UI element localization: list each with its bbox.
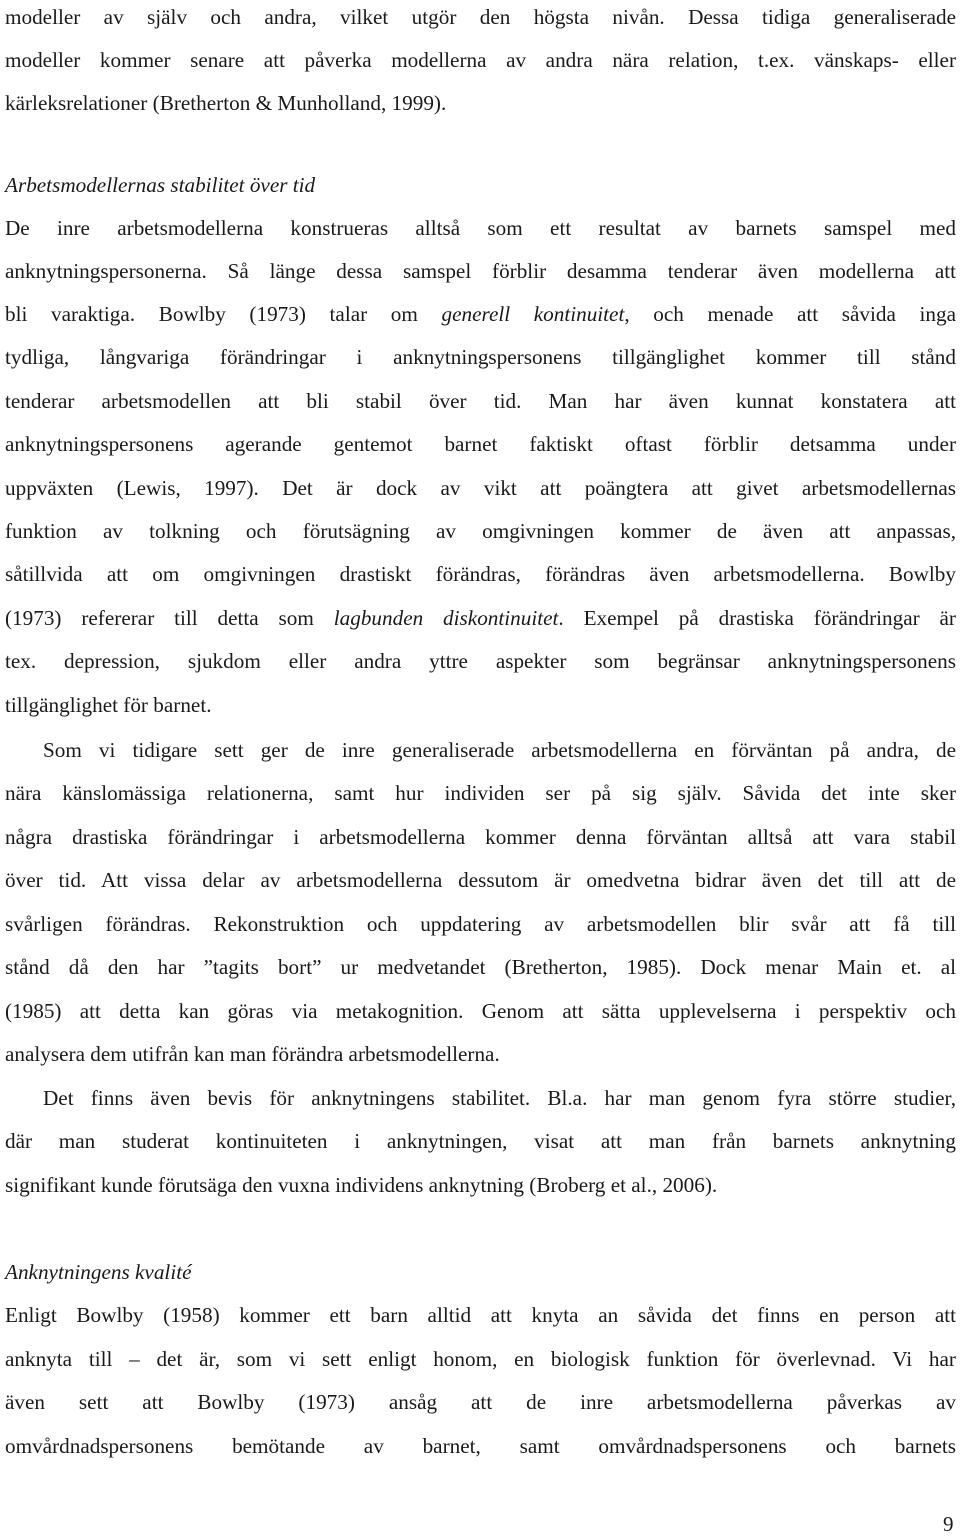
body-text-line: svårligen förändras. Rekonstruktion och uppdatering av arbetsmodellen blir svår att få till (5, 912, 956, 936)
body-text-line: Det finns även bevis för anknytningens stabilitet. Bl.a. har man genom fyra större studier, (43, 1086, 956, 1110)
body-text-line: där man studerat kontinuiteten i anknytningen, visat att man från barnets anknytning (5, 1129, 956, 1153)
section-heading: Anknytningens kvalité (5, 1260, 192, 1284)
text-run: (1973) refererar till detta som (5, 606, 334, 630)
body-text-line: anknytningspersonerna. Så länge dessa samspel förblir desamma tenderar även modellerna att (5, 259, 956, 283)
text-run: , och menade att såvida inga (624, 302, 956, 326)
body-text-line: modeller av själv och andra, vilket utgör den högsta nivån. Dessa tidiga generaliserade (5, 5, 956, 29)
body-text-line: några drastiska förändringar i arbetsmodellerna kommer denna förväntan alltså att vara stabil (5, 825, 956, 849)
body-text-line: tillgänglighet för barnet. (5, 693, 212, 717)
body-text-line: anknytningspersonens agerande gentemot barnet faktiskt oftast förblir detsamma under (5, 432, 956, 456)
body-text-line: såtillvida att om omgivningen drastiskt förändras, förändras även arbetsmodellerna. Bowlby (5, 562, 956, 586)
page-number: 9 (943, 1512, 954, 1536)
body-text-line: analysera dem utifrån kan man förändra arbetsmodellerna. (5, 1042, 500, 1066)
text-run: bli varaktiga. Bowlby (1973) talar om (5, 302, 442, 326)
emphasis-term: generell kontinuitet (441, 302, 625, 326)
body-text-line: signifikant kunde förutsäga den vuxna individens anknytning (Broberg et al., 2006). (5, 1173, 718, 1197)
body-text-line: tydliga, långvariga förändringar i anknytningspersonens tillgänglighet kommer till stånd (5, 345, 956, 369)
body-text-line: Som vi tidigare sett ger de inre generaliserade arbetsmodellerna en förväntan på andra, de (43, 738, 956, 762)
body-text-line: anknyta till – det är, som vi sett enligt honom, en biologisk funktion för överlevnad. Vi har (5, 1347, 956, 1371)
section-heading: Arbetsmodellernas stabilitet över tid (5, 173, 316, 197)
body-text-line (5, 299, 956, 329)
body-text-line: nära känslomässiga relationerna, samt hur individen ser på sig själv. Såvida det inte sker (5, 781, 956, 805)
body-text-line: över tid. Att vissa delar av arbetsmodellerna dessutom är omedvetna bidrar även det till att de (5, 868, 956, 892)
body-text-line: (1985) att detta kan göras via metakognition. Genom att sätta upplevelserna i perspektiv och (5, 999, 956, 1023)
body-text-line (5, 603, 956, 633)
body-text-line: Enligt Bowlby (1958) kommer ett barn alltid att knyta an såvida det finns en person att (5, 1303, 956, 1327)
body-text-line: även sett att Bowlby (1973) ansåg att de inre arbetsmodellerna påverkas av (5, 1390, 956, 1414)
text-run: . Exempel på drastiska förändringar är (558, 606, 956, 630)
body-text-line: stånd då den har ”tagits bort” ur medvetandet (Bretherton, 1985). Dock menar Main et. al (5, 955, 956, 979)
body-text-line: omvårdnadspersonens bemötande av barnet, samt omvårdnadspersonens och barnets (5, 1434, 956, 1458)
body-text-line: uppväxten (Lewis, 1997). Det är dock av vikt att poängtera att givet arbetsmodellernas (5, 476, 956, 500)
body-text-line: kärleksrelationer (Bretherton & Munholland, 1999). (5, 91, 447, 115)
body-text-line: tenderar arbetsmodellen att bli stabil över tid. Man har även kunnat konstatera att (5, 389, 956, 413)
emphasis-term: lagbunden diskontinuitet (333, 606, 559, 630)
body-text-line: modeller kommer senare att påverka modellerna av andra nära relation, t.ex. vänskaps- eller (5, 48, 956, 72)
body-text-line: tex. depression, sjukdom eller andra yttre aspekter som begränsar anknytningspersonens (5, 649, 956, 673)
body-text-line: De inre arbetsmodellerna konstrueras alltså som ett resultat av barnets samspel med (5, 216, 956, 240)
body-text-line: funktion av tolkning och förutsägning av omgivningen kommer de även att anpassas, (5, 519, 956, 543)
